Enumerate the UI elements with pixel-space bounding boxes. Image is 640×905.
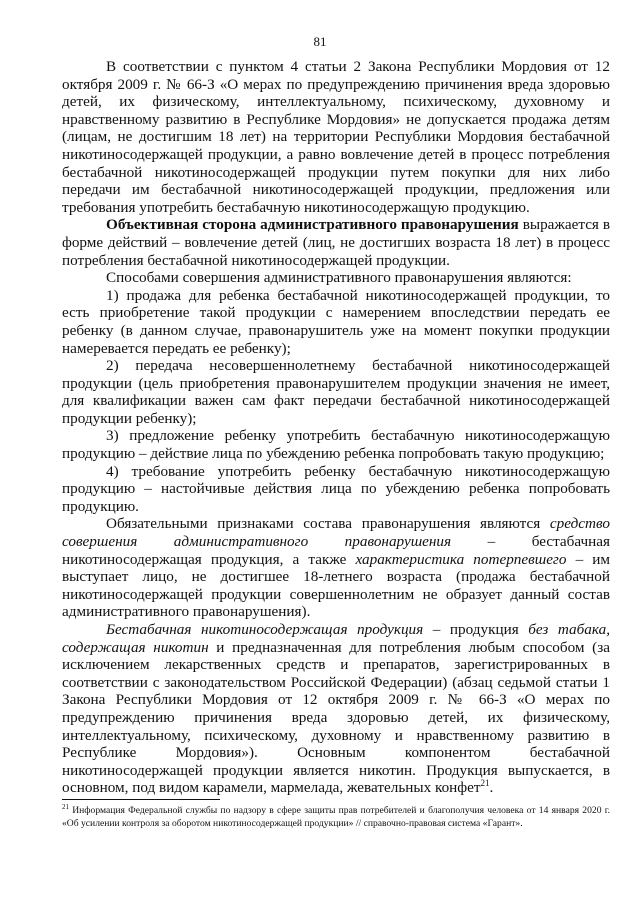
main-text [62,58,610,797]
bold-term-objective-side: Объективная сторона административного правонарушения [106,216,519,234]
paragraph-methods-intro: Способами совершения административного правонарушения являются: [106,269,572,287]
paragraph-objective-side [62,216,610,269]
paragraph-law-reference: В соответствии с пунктом 4 статьи 2 Закона Республики Мордовия от 12 октября 2009 г. № 66-З «О мерах по предупреждению причинения вреда здоровью детей, их физическому, интеллектуальному, психическому, духовному и нравственному развитию в Республике Мордовия» не допускается продажа детям (лицам, не достигшим 18 лет) на территории Республики Мордовия бестабачной никотиносодержащей продукции, а равно вовлечение детей в процесс потребления бестабачной никотиносодержащей продукции путем покупки для них либо передачи им бестабачной никотиносодержащей продукции, предложения или требования употребить бестабачную никотиносодержащую продукцию. [62,58,610,216]
paragraph-definition [62,621,610,797]
paragraph-mandatory-features [62,515,610,621]
footnote [62,802,610,830]
mandatory-features-text-b: – бестабачная никотиносодержащая продукция, а также [62,533,610,568]
definition-text-end: . [489,779,494,797]
footnote-divider [62,799,220,800]
definition-text-b: и предназначенная для потребления любым способом (за исключением лекарственных средств и препаратов, зарегистрированных в соответствии с законодательством Российской Федерации) (абзац седьмой статьи 1 Закона Республики Мордовия от 12 октября 2009 г. № 66-З «О мерах по предупреждению причинения вреда здоровью детей, их физическому, интеллектуальному, психическому, духовному и нравственному развитию в Республике Мордовия»). Основным компонентом бестабачной никотиносодержащей продукции является никотин. Продукция выпускается, в основном, под видом карамели, мармелада, жевательных конфет [62,638,610,797]
italic-term-without-tobacco: без табака, содержащая никотин [62,621,610,656]
list-item-3: 3) предложение ребенку употребить бестабачную никотиносодержащую продукцию – действие лица по убеждению ребенка попробовать такую продукцию; [62,427,610,463]
mandatory-features-text-a: Обязательными признаками состава правонарушения являются [106,515,550,533]
italic-term-product: Бестабачная никотиносодержащая продукция [106,621,424,638]
page-number: 81 [313,34,327,49]
footnote-text-line [62,802,610,830]
list-item-4: 4) требование употребить ребенку бестабачную никотиносодержащую продукцию – настойчивые действия лица по убеждению ребенка попробовать продукцию. [62,462,610,515]
italic-term-victim: характеристика потерпевшего [355,550,567,568]
list-item-2: 2) передача несовершеннолетнему бестабачной никотиносодержащей продукции (цель приобретения правонарушителем продукции значения не имеет, для квалификации важен сам факт передачи бестабачной никотиносодержащей продукции ребенку); [62,357,610,427]
footnote-reference[interactable]: 21 [480,778,490,789]
footnote-mark: 21 [62,802,69,811]
italic-term-means: средство совершения административного правонарушения [62,515,610,551]
paragraph-objective-side-text: выражается в форме действий – вовлечение детей (лиц, не достигших возраста 18 лет) в процесс потребления бестабачной никотиносодержащей продукции. [62,216,610,269]
footnote-text: Информация Федеральной службы по надзору в сфере защиты прав потребителей и благополучия человека от 14 января 2020 г. «Об усилении контроля за оборотом никотиносодержащей продукции» // справочно-правовая система «Гарант». [62,805,610,829]
list-item-1: 1) продажа для ребенка бестабачной никотиносодержащей продукции, то есть приобретение такой продукции с намерением впоследствии передать ее ребенку (в данном случае, правонарушитель уже на момент покупки продукции намеревается передать ее ребенку); [62,286,610,357]
definition-text-a: – продукция [423,621,529,638]
mandatory-features-text-c: – им выступает лицо, не достигшее 18-летнего возраста (продажа бестабачной никотиносодержащей продукции совершеннолетним не образует данный состав административного правонарушения). [62,550,610,621]
